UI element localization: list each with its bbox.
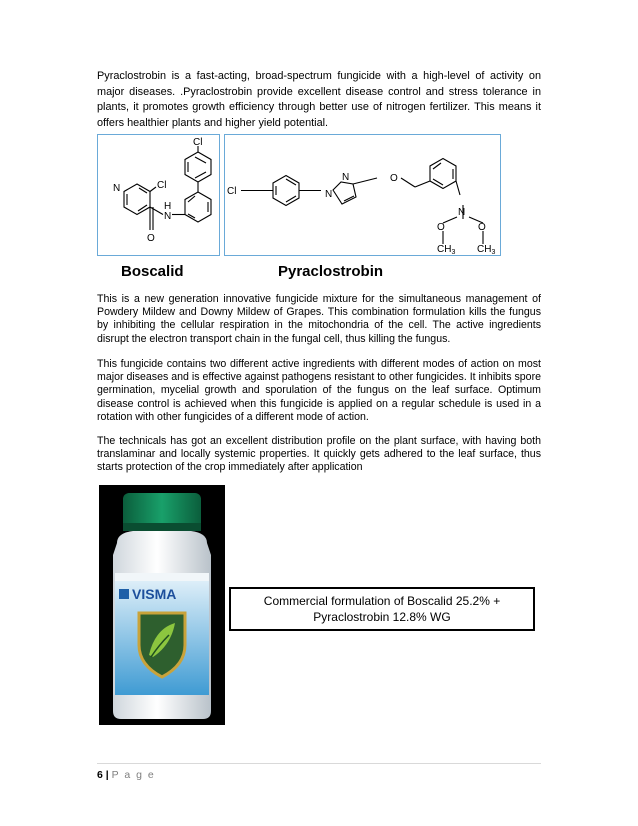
- visma-bottle-image: [99, 485, 225, 725]
- pyra-o2-label: O: [478, 222, 486, 233]
- distribution-paragraph: The technicals has got an excellent distribution profile on the plant surface, with having both translaminar and locally systemic properties. It quickly gets adhered to the leaf surface, thus starts protection of the crop immediately after application: [97, 435, 541, 474]
- pyraclostrobin-caption: Pyraclostrobin: [278, 263, 384, 280]
- pyra-o1-label: O: [437, 222, 445, 233]
- intro-paragraph: Pyraclostrobin is a fast-acting, broad-spectrum fungicide with a high-level of activity on major diseases. .Pyraclostrobin provide excellent disease control and stress tolerance in plants, it promotes growth efficiency through better use of nitrogen fertilizer. This means it offers healthier plants and higher yield potential.: [97, 70, 541, 129]
- boscalid-diagram: [98, 135, 219, 255]
- mixture-paragraph: This is a new generation innovative fungicide mixture for the simultaneous management of Powdery Mildew and Downy Mildew of Grapes. This combination formulation kills the fungus by inhibiting the cellular respiration in the mitochondria of the cell. The active ingredients disrupt the electron transport chain in the fungal cell, thus killing the fungus.: [97, 293, 541, 345]
- formulation-caption: Commercial formulation of Boscalid 25.2% + Pyraclostrobin 12.8% WG: [263, 594, 501, 624]
- modes-paragraph: This fungicide contains two different active ingredients with different modes of action on most major diseases and is effective against pathogens resistant to other fungicides. It inhibits spore germination, mycelial growth and sporulation of the fungus on the leaf surface. Optimum disease control is achieved when this fungicide is applied on a regular schedule is used in a rotation with other fungicides of a different mode of action.: [97, 358, 541, 423]
- boscalid-structure: [97, 134, 220, 256]
- formulation-caption-box: [229, 587, 535, 631]
- pyra-n2-label: N: [325, 189, 333, 200]
- page-footer: [97, 769, 155, 781]
- product-photo: [99, 485, 225, 725]
- pyra-cl-label: Cl: [227, 186, 237, 197]
- pyra-ch3-b-label: $CH_3$: [477, 244, 496, 255]
- n-ring-label: N: [113, 183, 121, 194]
- footer-divider: [97, 763, 541, 764]
- pyra-n-carb-label: N: [458, 207, 466, 218]
- boscalid-caption: Boscalid: [121, 263, 184, 280]
- brand-label: VISMA: [132, 586, 177, 602]
- h-label: H: [164, 201, 172, 212]
- pyraclostrobin-structure: [224, 134, 501, 256]
- footer-separator: |: [105, 769, 109, 781]
- cl-top-label: Cl: [193, 137, 203, 148]
- n-amide-label: N: [164, 211, 172, 222]
- o-label: O: [147, 233, 155, 244]
- cl-ring-label: Cl: [157, 180, 167, 191]
- page-label: P a g e: [111, 769, 156, 781]
- pyraclostrobin-diagram: [225, 135, 500, 255]
- pyra-n1-label: N: [342, 172, 350, 183]
- pyra-ch3-a-label: $CH_3$: [437, 244, 456, 255]
- pyra-o-ether-label: O: [390, 173, 398, 184]
- page-number: 6: [97, 769, 103, 781]
